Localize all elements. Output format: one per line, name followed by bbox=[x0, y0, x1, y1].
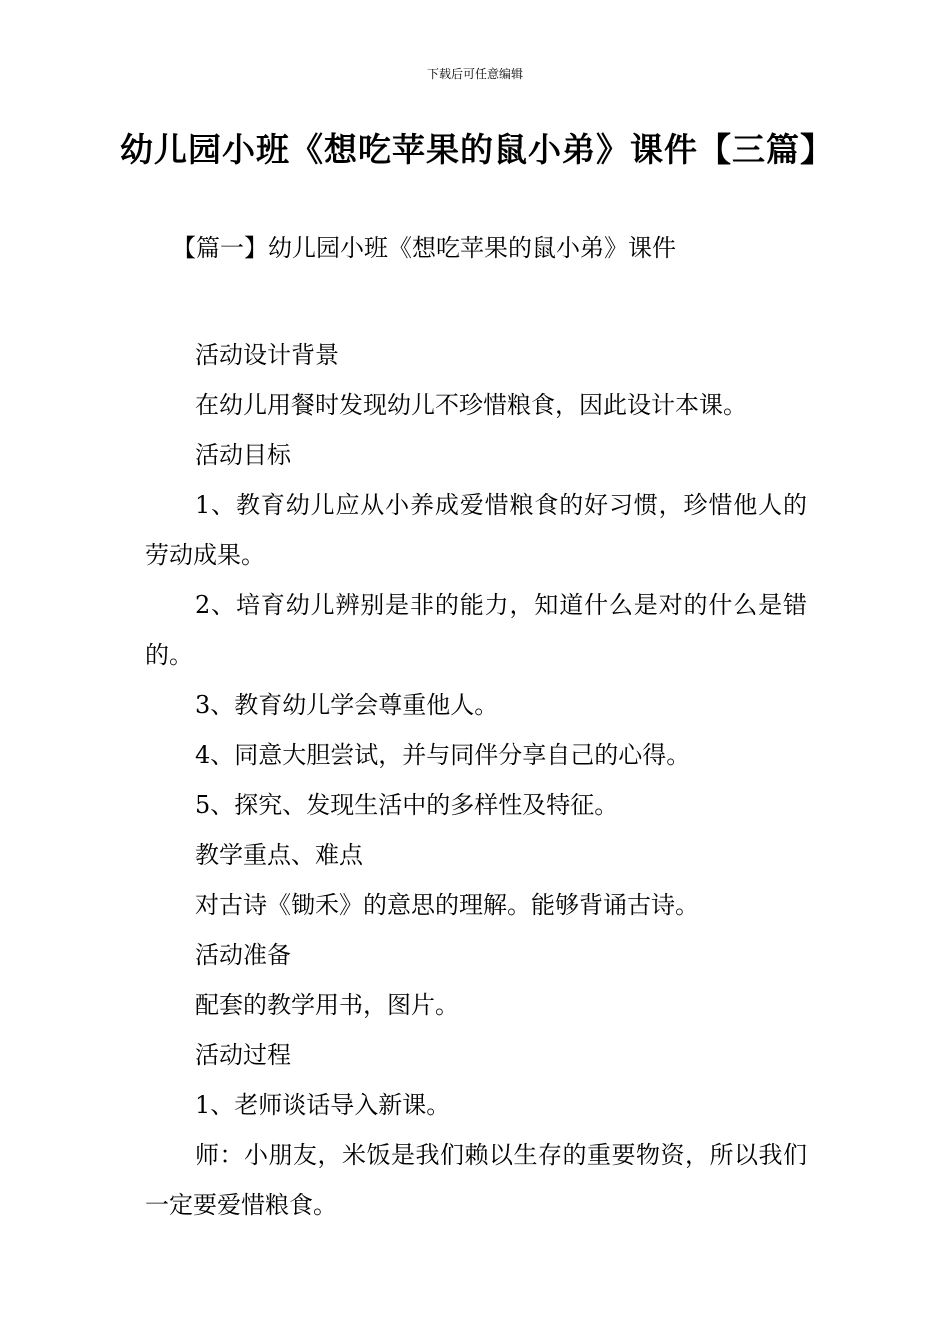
paragraph: 教学重点、难点 bbox=[195, 841, 363, 869]
paragraph: 活动准备 bbox=[195, 941, 291, 969]
paragraph: 对古诗《锄禾》的意思的理解。能够背诵古诗。 bbox=[195, 891, 699, 919]
paragraph: 5、探究、发现生活中的多样性及特征。 bbox=[195, 791, 619, 819]
paragraph: 在幼儿用餐时发现幼儿不珍惜粮食，因此设计本课。 bbox=[195, 391, 747, 419]
document-body bbox=[145, 330, 807, 1230]
document-title: 幼儿园小班《想吃苹果的鼠小弟》课件【三篇】 bbox=[120, 130, 834, 169]
paragraph: 活动过程 bbox=[195, 1041, 291, 1069]
paragraph: 1、教育幼儿应从小养成爱惜粮食的好习惯，珍惜他人的劳动成果。 bbox=[145, 491, 807, 569]
paragraph: 4、同意大胆尝试，并与同伴分享自己的心得。 bbox=[195, 741, 691, 769]
paragraph: 2、培育幼儿辨别是非的能力，知道什么是对的什么是错的。 bbox=[145, 591, 807, 669]
paragraph: 活动目标 bbox=[195, 441, 291, 469]
paragraph: 师：小朋友，米饭是我们赖以生存的重要物资，所以我们一定要爱惜粮食。 bbox=[145, 1141, 807, 1219]
section-heading: 【篇一】幼儿园小班《想吃苹果的鼠小弟》课件 bbox=[172, 234, 676, 262]
header-note: 下载后可任意编辑 bbox=[426, 67, 523, 81]
paragraph: 配套的教学用书，图片。 bbox=[195, 991, 459, 1019]
paragraph: 1、老师谈话导入新课。 bbox=[195, 1091, 451, 1119]
paragraph: 3、教育幼儿学会尊重他人。 bbox=[195, 691, 499, 719]
paragraph: 活动设计背景 bbox=[195, 341, 339, 369]
